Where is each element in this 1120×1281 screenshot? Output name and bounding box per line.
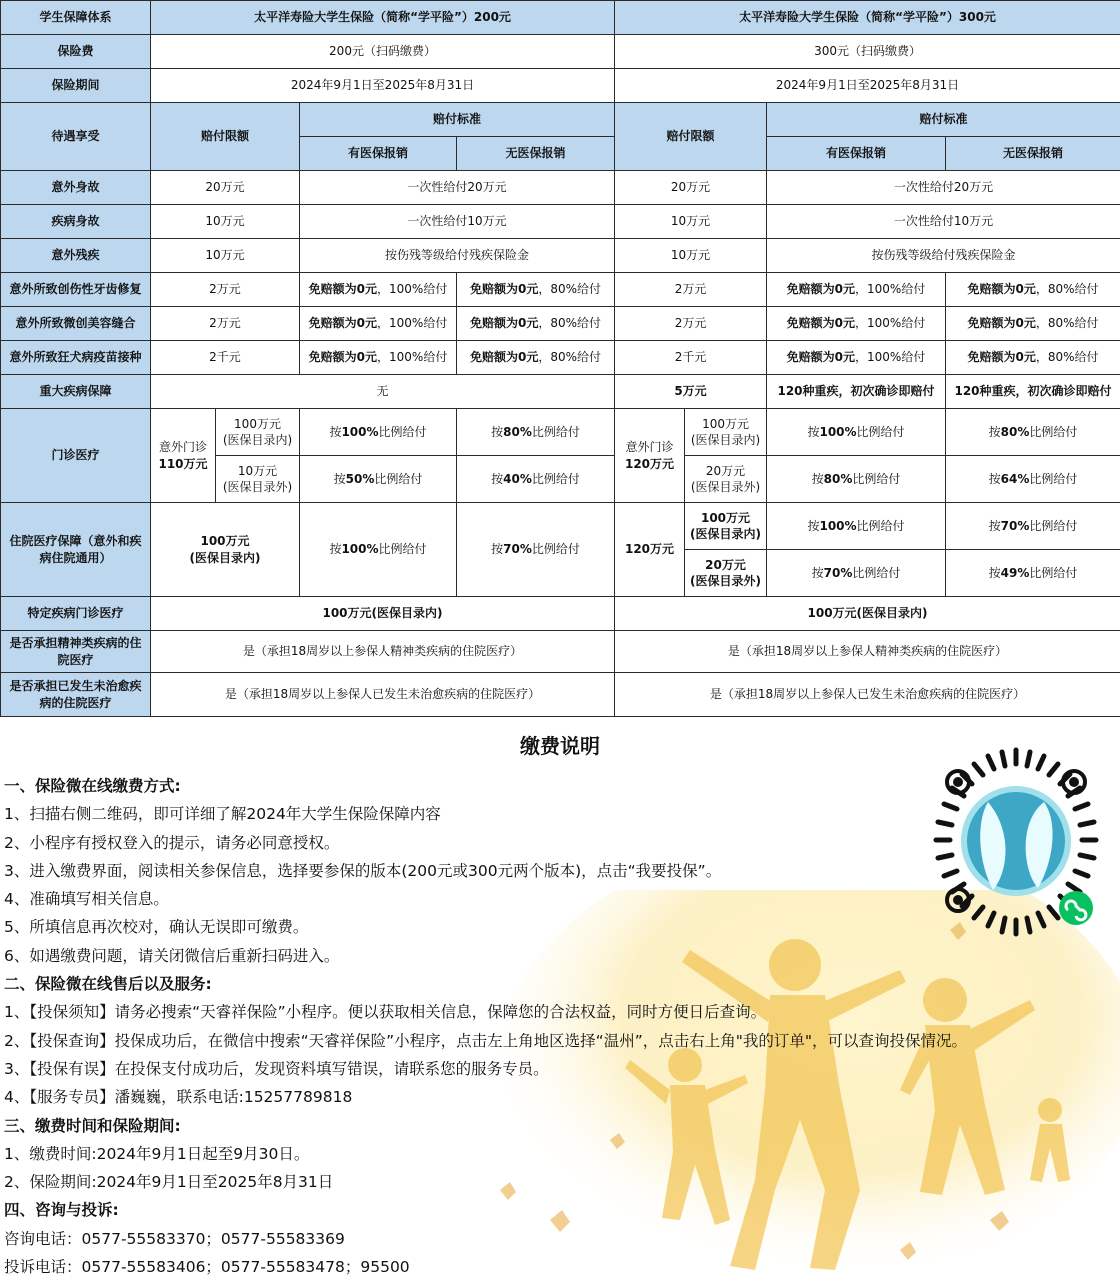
instruction-line: 咨询电话：0577-55583370；0577-55583369 xyxy=(4,1229,345,1248)
rate-pct: 100% xyxy=(819,518,857,533)
outpatient-in-limit-200 xyxy=(216,409,300,456)
deductible-text: 免赔额为0元 xyxy=(308,350,378,365)
deductible-text: 免赔额为0元 xyxy=(786,316,856,331)
rate-pre: 按 xyxy=(329,424,342,439)
pay-rate-text: ，80%给付 xyxy=(538,350,602,365)
rabies-without-200 xyxy=(457,341,615,375)
cosmetic-without-300 xyxy=(946,307,1120,341)
rabies-limit-300: 2千元 xyxy=(615,341,767,375)
rate-pre: 按 xyxy=(491,471,504,486)
with-insurance-header-300: 有医保报销 xyxy=(767,137,946,171)
limit-note: (医保目录内) xyxy=(690,527,761,541)
disease-death-std-200: 一次性给付10万元 xyxy=(300,205,615,239)
rate-post: 比例给付 xyxy=(1029,565,1078,580)
without-insurance-header-300: 无医保报销 xyxy=(946,137,1120,171)
payment-title: 缴费说明 xyxy=(520,734,600,758)
rate-post: 比例给付 xyxy=(378,542,427,557)
pay-rate-text: ，100%给付 xyxy=(855,316,926,331)
instruction-line: 4、准确填写相关信息。 xyxy=(4,890,169,909)
rate-post: 比例给付 xyxy=(374,471,423,486)
rate-pct: 50% xyxy=(345,471,375,486)
dental-without-200 xyxy=(457,273,615,307)
rate-post: 比例给付 xyxy=(856,518,905,533)
pay-rate-text: ，80%给付 xyxy=(1035,282,1099,297)
instruction-line: 2、保险期间:2024年9月1日至2025年8月31日 xyxy=(4,1173,334,1192)
premium-300: 300元（扫码缴费） xyxy=(615,35,1120,69)
row-label-critical: 重大疾病保障 xyxy=(1,375,151,409)
limit-header-200: 赔付限额 xyxy=(151,103,300,171)
pay-rate-text: ，80%给付 xyxy=(1035,316,1099,331)
accident-death-std-300: 一次性给付20万元 xyxy=(767,171,1120,205)
pay-rate-text: ，80%给付 xyxy=(538,282,602,297)
inpatient-out-without-300 xyxy=(946,550,1120,597)
row-label-inpatient: 住院医疗保障（意外和疾病住院通用） xyxy=(1,503,151,597)
limit-note: (医保目录外) xyxy=(222,480,293,494)
deductible-text: 免赔额为0元 xyxy=(786,350,856,365)
rate-pct: 100% xyxy=(819,424,857,439)
rate-post: 比例给付 xyxy=(1029,471,1078,486)
outpatient-out-limit-200 xyxy=(216,456,300,503)
mental-300: 是（承担18周岁以上参保人精神类疾病的住院医疗） xyxy=(615,631,1120,673)
rate-pre: 按 xyxy=(491,542,504,557)
instruction-line: 3、【投保有误】在投保支付成功后，发现资料填写错误，请联系您的服务专员。 xyxy=(4,1059,549,1078)
row-label-cosmetic: 意外所致微创美容缝合 xyxy=(1,307,151,341)
limit-amount: 20万元 xyxy=(705,557,746,572)
rate-pct: 40% xyxy=(503,471,532,486)
inpatient-with-200 xyxy=(300,503,457,597)
rabies-with-300 xyxy=(767,341,946,375)
outpatient-total-label: 意外门诊 xyxy=(158,440,207,455)
limit-note: (医保目录内) xyxy=(690,433,761,447)
row-label-mental: 是否承担精神类疾病的住院医疗 xyxy=(1,631,151,673)
disability-limit-200: 10万元 xyxy=(151,239,300,273)
row-label-dental: 意外所致创伤性牙齿修复 xyxy=(1,273,151,307)
instruction-line: 投诉电话：0577-55583406；0577-55583478；95500 xyxy=(4,1258,410,1277)
row-label-preexisting: 是否承担已发生未治愈疾病的住院医疗 xyxy=(1,673,151,717)
outpatient-total-300 xyxy=(615,409,685,503)
limit-note: (医保目录内) xyxy=(189,550,261,565)
outpatient-in-without-300 xyxy=(946,409,1120,456)
cosmetic-without-200 xyxy=(457,307,615,341)
deductible-text: 免赔额为0元 xyxy=(469,282,539,297)
rate-post: 比例给付 xyxy=(1029,518,1078,533)
inpatient-limit-200 xyxy=(151,503,300,597)
inpatient-in-with-300 xyxy=(767,503,946,550)
header-plan-200: 太平洋寿险大学生保险（简称“学平险”）200元 xyxy=(151,1,615,35)
outpatient-out-without-300 xyxy=(946,456,1120,503)
rate-post: 比例给付 xyxy=(531,471,580,486)
instruction-line: 5、所填信息再次校对，确认无误即可缴费。 xyxy=(4,918,309,937)
deductible-text: 免赔额为0元 xyxy=(967,282,1036,297)
rate-pre: 按 xyxy=(807,518,820,533)
outpatient-in-with-300 xyxy=(767,409,946,456)
preexisting-300: 是（承担18周岁以上参保人已发生未治愈疾病的住院医疗） xyxy=(615,673,1120,717)
inpatient-in-limit-300 xyxy=(685,503,767,550)
dental-without-300 xyxy=(946,273,1120,307)
rate-pre: 按 xyxy=(491,424,504,439)
header-system: 学生保障体系 xyxy=(1,1,151,35)
critical-with-300: 120种重疾，初次确诊即赔付 xyxy=(767,375,946,409)
row-label-outpatient: 门诊医疗 xyxy=(1,409,151,503)
row-label-benefits: 待遇享受 xyxy=(1,103,151,171)
outpatient-out-with-200 xyxy=(300,456,457,503)
rate-pre: 按 xyxy=(329,542,342,557)
limit-amount: 100万元 xyxy=(700,510,751,525)
limit-note: (医保目录内) xyxy=(222,433,293,447)
disease-death-limit-300: 10万元 xyxy=(615,205,767,239)
instruction-line: 2、【投保查询】投保成功后，在微信中搜索“天睿祥保险”小程序，点击左上角地区选择“温州”，点击右上角"我的订单"，可以查询投保情况。 xyxy=(4,1031,967,1050)
preexisting-200: 是（承担18周岁以上参保人已发生未治愈疾病的住院医疗） xyxy=(151,673,615,717)
instruction-line: 6、如遇缴费问题，请关闭微信后重新扫码进入。 xyxy=(4,946,340,965)
cosmetic-with-200 xyxy=(300,307,457,341)
inpatient-without-200 xyxy=(457,503,615,597)
section-heading: 二、保险微在线售后以及服务: xyxy=(4,975,212,994)
special-200: 100万元(医保目录内) xyxy=(151,597,615,631)
pay-rate-text: ，80%给付 xyxy=(1035,350,1099,365)
standard-header-300: 赔付标准 xyxy=(767,103,1120,137)
section-heading: 四、咨询与投诉: xyxy=(4,1201,119,1220)
outpatient-total-amount: 120万元 xyxy=(624,456,675,471)
rate-pct: 100% xyxy=(341,542,379,557)
dental-limit-300: 2万元 xyxy=(615,273,767,307)
accident-death-limit-200: 20万元 xyxy=(151,171,300,205)
limit-header-300: 赔付限额 xyxy=(615,103,767,171)
critical-limit-300: 5万元 xyxy=(615,375,767,409)
inpatient-total-300: 120万元 xyxy=(615,503,685,597)
outpatient-total-200 xyxy=(151,409,216,503)
rate-pre: 按 xyxy=(333,471,346,486)
rate-pre: 按 xyxy=(811,471,824,486)
disability-std-300: 按伤残等级给付残疾保险金 xyxy=(767,239,1120,273)
rate-pct: 70% xyxy=(1000,518,1030,533)
limit-amount: 100万元 xyxy=(702,416,749,431)
rate-post: 比例给付 xyxy=(852,471,901,486)
row-label-premium: 保险费 xyxy=(1,35,151,69)
deductible-text: 免赔额为0元 xyxy=(308,316,378,331)
rate-pre: 按 xyxy=(988,518,1001,533)
dental-limit-200: 2万元 xyxy=(151,273,300,307)
deductible-text: 免赔额为0元 xyxy=(967,316,1036,331)
instruction-line: 2、小程序有授权登入的提示，请务必同意授权。 xyxy=(4,833,340,852)
row-label-disease-death: 疾病身故 xyxy=(1,205,151,239)
disease-death-limit-200: 10万元 xyxy=(151,205,300,239)
pay-rate-text: ，80%给付 xyxy=(538,316,602,331)
rate-pct: 80% xyxy=(1000,424,1030,439)
disability-std-200: 按伤残等级给付残疾保险金 xyxy=(300,239,615,273)
row-label-period: 保险期间 xyxy=(1,69,151,103)
limit-amount: 20万元 xyxy=(705,463,746,478)
accident-death-limit-300: 20万元 xyxy=(615,171,767,205)
cosmetic-limit-300: 2万元 xyxy=(615,307,767,341)
premium-200: 200元（扫码缴费） xyxy=(151,35,615,69)
rate-post: 比例给付 xyxy=(856,424,905,439)
instruction-line: 1、缴费时间:2024年9月1日起至9月30日。 xyxy=(4,1144,310,1163)
outpatient-out-without-200 xyxy=(457,456,615,503)
pay-rate-text: ，100%给付 xyxy=(377,316,448,331)
header-plan-300: 太平洋寿险大学生保险（简称“学平险”）300元 xyxy=(615,1,1120,35)
outpatient-in-limit-300 xyxy=(685,409,767,456)
instruction-line: 1、扫描右侧二维码，即可详细了解2024年大学生保险保障内容 xyxy=(4,805,441,824)
rate-post: 比例给付 xyxy=(852,565,901,580)
rate-pct: 70% xyxy=(503,542,532,557)
deductible-text: 免赔额为0元 xyxy=(308,282,378,297)
payment-instructions xyxy=(0,720,1120,1280)
rate-pre: 按 xyxy=(807,424,820,439)
inpatient-out-limit-300 xyxy=(685,550,767,597)
dental-with-200 xyxy=(300,273,457,307)
rate-pct: 70% xyxy=(823,565,853,580)
rate-pre: 按 xyxy=(988,471,1001,486)
deductible-text: 免赔额为0元 xyxy=(967,350,1036,365)
outpatient-out-limit-300 xyxy=(685,456,767,503)
rate-post: 比例给付 xyxy=(531,542,580,557)
rabies-with-200 xyxy=(300,341,457,375)
outpatient-total-amount: 110万元 xyxy=(158,456,208,471)
dental-with-300 xyxy=(767,273,946,307)
disability-limit-300: 10万元 xyxy=(615,239,767,273)
rate-pre: 按 xyxy=(811,565,824,580)
cosmetic-with-300 xyxy=(767,307,946,341)
pay-rate-text: ，100%给付 xyxy=(855,282,926,297)
deductible-text: 免赔额为0元 xyxy=(469,316,539,331)
with-insurance-header-200: 有医保报销 xyxy=(300,137,457,171)
rate-pct: 49% xyxy=(1000,565,1030,580)
instruction-line: 1、【投保须知】请务必搜索“天睿祥保险”小程序。便以获取相关信息，保障您的合法权益，同时方便日后查询。 xyxy=(4,1003,767,1022)
inpatient-out-with-300 xyxy=(767,550,946,597)
critical-200: 无 xyxy=(151,375,615,409)
limit-amount: 10万元 xyxy=(237,463,278,478)
deductible-text: 免赔额为0元 xyxy=(786,282,856,297)
row-label-accident-death: 意外身故 xyxy=(1,171,151,205)
inpatient-in-without-300 xyxy=(946,503,1120,550)
rabies-without-300 xyxy=(946,341,1120,375)
limit-amount: 100万元 xyxy=(200,534,250,549)
pay-rate-text: ，100%给付 xyxy=(855,350,926,365)
accident-death-std-200: 一次性给付20万元 xyxy=(300,171,615,205)
limit-amount: 100万元 xyxy=(234,416,281,431)
section-heading: 三、缴费时间和保险期间: xyxy=(4,1116,181,1135)
rate-pct: 80% xyxy=(823,471,853,486)
rate-post: 比例给付 xyxy=(378,424,427,439)
rate-pre: 按 xyxy=(988,565,1001,580)
section-heading: 一、保险微在线缴费方式: xyxy=(4,777,181,795)
period-300: 2024年9月1日至2025年8月31日 xyxy=(615,69,1120,103)
outpatient-in-without-200 xyxy=(457,409,615,456)
rate-pre: 按 xyxy=(988,424,1001,439)
without-insurance-header-200: 无医保报销 xyxy=(457,137,615,171)
rate-pct: 80% xyxy=(503,424,532,439)
period-200: 2024年9月1日至2025年8月31日 xyxy=(151,69,615,103)
limit-note: (医保目录外) xyxy=(690,574,761,588)
row-label-rabies: 意外所致狂犬病疫苗接种 xyxy=(1,341,151,375)
row-label-disability: 意外残疾 xyxy=(1,239,151,273)
rate-post: 比例给付 xyxy=(1029,424,1078,439)
critical-without-300: 120种重疾，初次确诊即赔付 xyxy=(946,375,1120,409)
pay-rate-text: ，100%给付 xyxy=(377,350,448,365)
rate-pct: 100% xyxy=(341,424,379,439)
outpatient-in-with-200 xyxy=(300,409,457,456)
limit-note: (医保目录外) xyxy=(690,480,761,494)
rabies-limit-200: 2千元 xyxy=(151,341,300,375)
standard-header-200: 赔付标准 xyxy=(300,103,615,137)
outpatient-total-label: 意外门诊 xyxy=(625,440,674,455)
rate-pct: 64% xyxy=(1000,471,1030,486)
mental-200: 是（承担18周岁以上参保人精神类疾病的住院医疗） xyxy=(151,631,615,673)
deductible-text: 免赔额为0元 xyxy=(469,350,539,365)
row-label-special: 特定疾病门诊医疗 xyxy=(1,597,151,631)
disease-death-std-300: 一次性给付10万元 xyxy=(767,205,1120,239)
instruction-line: 3、进入缴费界面，阅读相关参保信息，选择要参保的版本(200元或300元两个版本)，点击“我要投保”。 xyxy=(4,861,722,880)
wechat-mini-program-code-icon[interactable] xyxy=(918,742,1114,946)
instruction-line: 4、【服务专员】潘巍巍，联系电话:15257789818 xyxy=(4,1088,353,1107)
rate-post: 比例给付 xyxy=(531,424,580,439)
special-300: 100万元(医保目录内) xyxy=(615,597,1120,631)
outpatient-out-with-300 xyxy=(767,456,946,503)
cosmetic-limit-200: 2万元 xyxy=(151,307,300,341)
pay-rate-text: ，100%给付 xyxy=(377,282,448,297)
